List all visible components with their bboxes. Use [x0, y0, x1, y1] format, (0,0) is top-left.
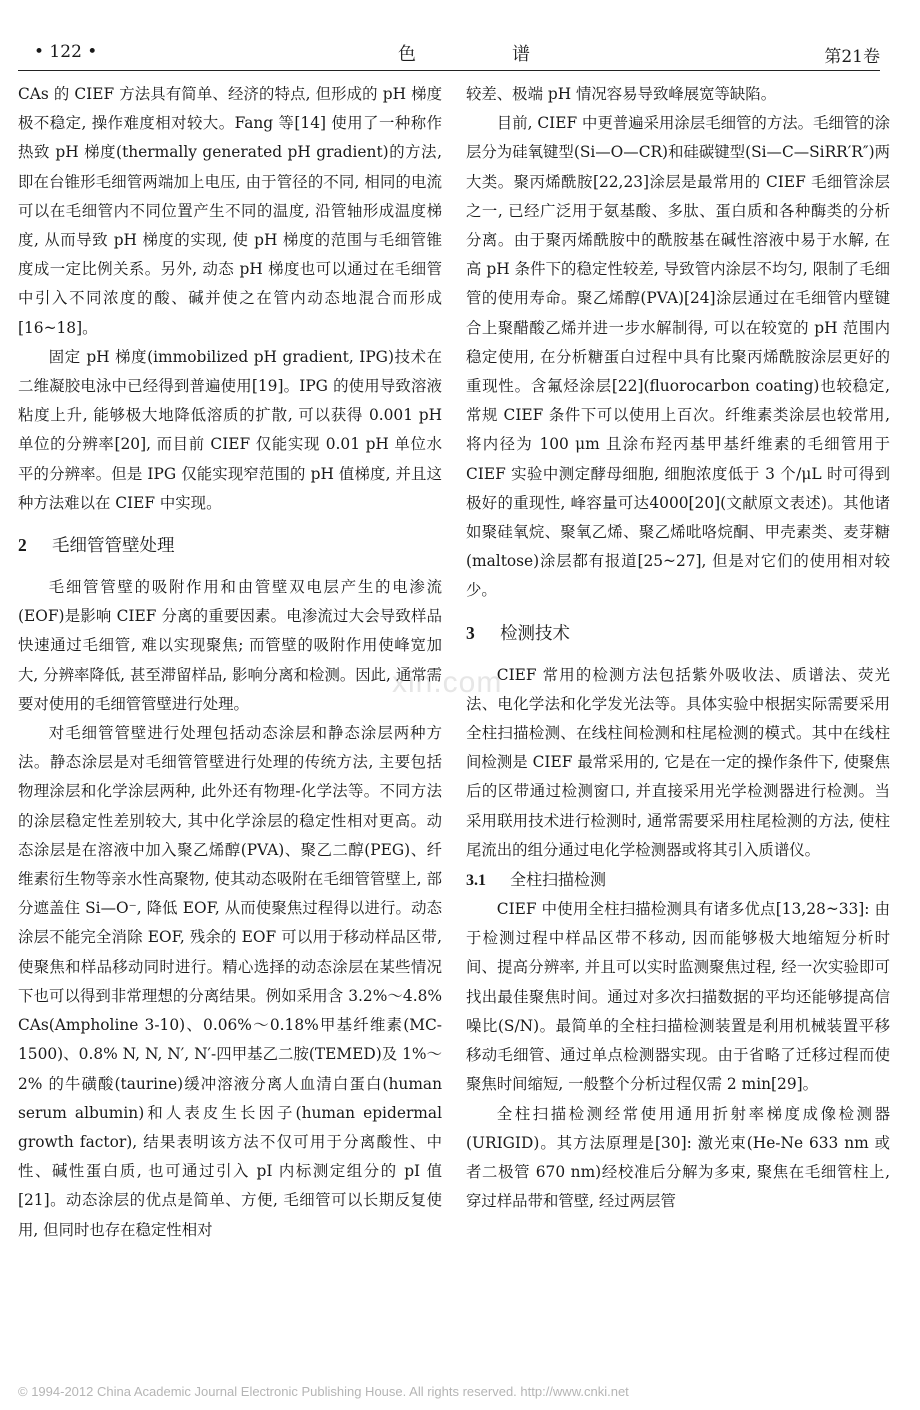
- header-rule: [18, 70, 880, 71]
- subsection-number: 3.1: [466, 872, 486, 890]
- section-title: 毛细管管壁处理: [52, 536, 175, 557]
- paragraph: 全柱扫描检测经常使用通用折射率梯度成像检测器(URIGID)。其方法原理是[30]: 激光束(He-Ne 633 nm 或者二极管 670 nm)经校准后分解为多束, 聚焦在毛细管柱上, 穿过样品带和管壁, 经过两层管: [466, 1104, 890, 1211]
- subsection-title: 全柱扫描检测: [510, 870, 607, 890]
- paragraph: CAs 的 CIEF 方法具有简单、经济的特点, 但形成的 pH 梯度极不稳定, 操作难度相对较大。Fang 等[14] 使用了一种称作热致 pH 梯度(thermally generated pH gradient)的方法, 即在台锥形毛细管两端加上电压, 由于管径的不同, 相同的电流可以在毛细管内不同位置产生不同的温度, 沿管轴形成温度梯度, 从而导致 pH 梯度的实现, 使 pH 梯度的范围与毛细管锥度成一定比例关系。另外, 动态 pH 梯度也可以通过在毛细管中引入不同浓度的酸、碱并使之在管内动态地混合而形成[16~18]。: [18, 85, 442, 337]
- paragraph: 较差、极端 pH 情况容易导致峰展宽等缺陷。: [466, 85, 777, 103]
- section-number: 3: [466, 622, 475, 643]
- page-number: • 122 •: [34, 42, 98, 62]
- section-heading: [18, 531, 442, 560]
- section-title: 检测技术: [500, 623, 570, 644]
- paragraph: 固定 pH 梯度(immobilized pH gradient, IPG)技术在二维凝胶电泳中已经得到普遍使用[19]。IPG 的使用导致溶液粘度上升, 能够极大地降低溶质的扩散, 可以获得 0.001 pH 单位的分辨率[20], 而目前 CIEF 仅能实现 0.01 pH 单位水平的分辨率。但是 IPG 仅能实现窄范围的 pH 值梯度, 并且这种方法难以在 CIEF 中实现。: [18, 347, 442, 512]
- paragraph: 毛细管管壁的吸附作用和由管壁双电层产生的电渗流(EOF)是影响 CIEF 分离的重要因素。电渗流过大会导致样品快速通过毛细管, 难以实现聚焦; 而管壁的吸附作用使峰宽加大, 分辨率降低, 甚至滞留样品, 影响分离和检测。因此, 通常需要对使用的毛细管管壁进行处理。: [18, 578, 442, 713]
- watermark: xin.com: [392, 666, 503, 699]
- paragraph: CIEF 常用的检测方法包括紫外吸收法、质谱法、荧光法、电化学法和化学发光法等。具体实验中根据实际需要采用全柱扫描检测、在线柱间检测和柱尾检测的模式。其中在线柱间检测是 CIEF 最常采用的, 它是在一定的操作条件下, 使聚焦后的区带通过检测窗口, 并直接采用光学检测器进行检测。当采用联用技术进行检测时, 通常需要采用柱尾检测的方法, 使柱尾流出的组分通过电化学检测器或将其引入质谱仪。: [466, 665, 890, 859]
- section-heading: [466, 619, 890, 648]
- page-header: [18, 40, 880, 66]
- left-column: [18, 80, 442, 1245]
- paragraph: 对毛细管管壁进行处理包括动态涂层和静态涂层两种方法。静态涂层是对毛细管管壁进行处理的传统方法, 主要包括物理涂层和化学涂层两种, 此外还有物理-化学法等。不同方法的涂层稳定性差别较大, 其中化学涂层的稳定性相对更高。动态涂层是在溶液中加入聚乙烯醇(PVA)、聚乙二醇(PEG)、纤维素衍生物等亲水性高聚物, 使其动态吸附在毛细管管壁上, 部分遮盖住 Si—O⁻, 降低 EOF, 从而使聚焦过程得以进行。动态涂层不能完全消除 EOF, 残余的 EOF 可以用于移动样品区带, 使聚焦和样品移动同时进行。精心选择的动态涂层在某些情况下也可以得到非常理想的分离结果。例如采用含 3.2%～4.8% CAs(Ampholine 3-10)、0.06%～0.18%甲基纤维素(MC-1500)、0.8% N, N, N′, N′-四甲基乙二胺(TEMED)及 1%～2% 的牛磺酸(taurine)缓冲溶液分离人血清白蛋白(human serum albumin)和人表皮生长因子(human epidermal growth factor), 结果表明该方法不仅可用于分离酸性、中性、碱性蛋白质, 也可通过引入 pI 内标测定组分的 pI 值[21]。动态涂层的优点是简单、方便, 毛细管可以长期反复使用, 但同时也存在稳定性相对: [18, 724, 442, 1239]
- right-column: [466, 80, 890, 1216]
- subsection-heading: [466, 865, 890, 895]
- volume-label: 第21卷: [824, 47, 880, 67]
- copyright-footer: © 1994-2012 China Academic Journal Electronic Publishing House. All rights reserved. http://www.cnki.net: [18, 1384, 629, 1399]
- paragraph: CIEF 中使用全柱扫描检测具有诸多优点[13,28~33]: 由于检测过程中样品区带不移动, 因而能够极大地缩短分析时间、提高分辨率, 并且可以实时监测聚焦过程, 经一次实验即可找出最佳聚焦时间。通过对多次扫描数据的平均还能够提高信噪比(S/N)。最简单的全柱扫描检测装置是利用机械装置平移移动毛细管、通过单点检测器实现。由于省略了迁移过程而使聚焦时间缩短, 一般整个分析过程仅需 2 min[29]。: [466, 900, 890, 1094]
- journal-name: 色谱: [398, 44, 626, 65]
- section-number: 2: [18, 535, 27, 556]
- paragraph: 目前, CIEF 中更普遍采用涂层毛细管的方法。毛细管的涂层分为硅氧键型(Si—O—CR)和硅碳键型(Si—C—SiRR′R″)两大类。聚丙烯酰胺[22,23]涂层是最常用的 CIEF 毛细管涂层之一, 已经广泛用于氨基酸、多肽、蛋白质和各种酶类的分析分离。由于聚丙烯酰胺中的酰胺基在碱性溶液中易于水解, 在高 pH 条件下的稳定性较差, 导致管内涂层不均匀, 限制了毛细管的使用寿命。聚乙烯醇(PVA)[24]涂层通过在毛细管内壁键合上聚醋酸乙烯并进一步水解制得, 可以在较宽的 pH 范围内稳定使用, 在分析糖蛋白过程中具有比聚丙烯酰胺涂层更好的重现性。含氟烃涂层[22](fluorocarbon coating)也较稳定, 常规 CIEF 条件下可以使用上百次。纤维素类涂层也较常用, 将内径为 100 μm 且涂布羟丙基甲基纤维素的毛细管用于 CIEF 实验中测定酵母细胞, 细胞浓度低于 3 个/μL 时可得到极好的重现性, 峰容量可达4000[20](文献原文表述)。其他诸如聚硅氧烷、聚氧乙烯、聚乙烯吡咯烷酮、甲壳素类、麦芽糖(maltose)涂层都有报道[25~27], 但是对它们的使用相对较少。: [466, 114, 890, 600]
